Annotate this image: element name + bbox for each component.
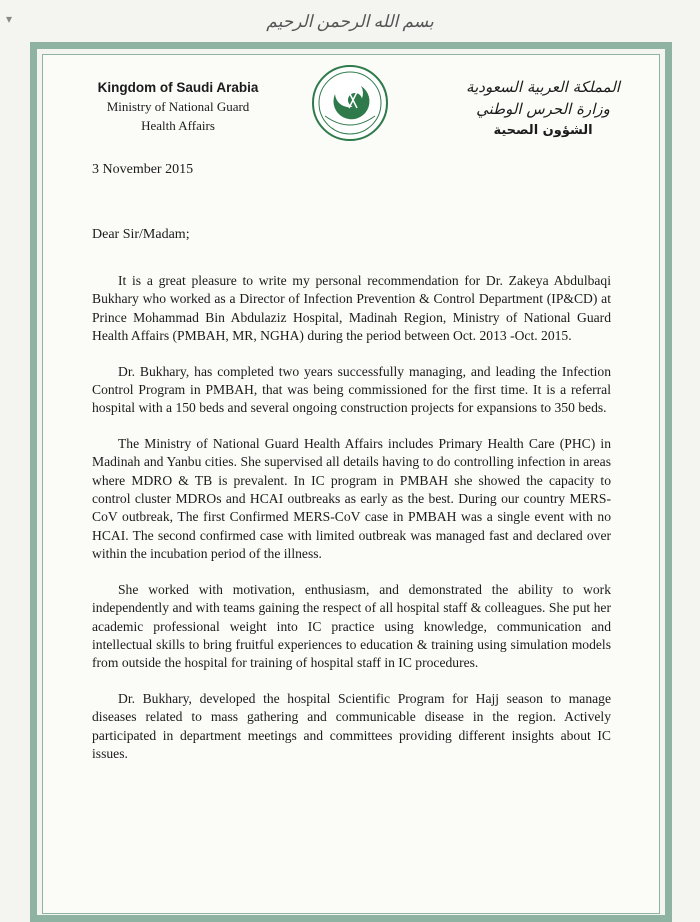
letter-body <box>92 272 611 780</box>
ministry-national-guard-seal-icon <box>311 64 389 142</box>
letterhead-line-1: Kingdom of Saudi Arabia <box>97 80 259 95</box>
letterhead-line-2: Ministry of National Guard <box>106 99 250 114</box>
letterhead-arabic-line-1: المملكة العربية السعودية <box>466 78 620 96</box>
paragraph-2: Dr. Bukhary, has completed two years successfully managing, and leading the Infection Control Program in PMBAH, that was being commissioned for the first time. It is a referral hospital with a 150 beds and several ongoing construction projects for expansions to 350 beds. <box>92 363 611 416</box>
letterhead-english <box>78 78 278 135</box>
paragraph-1: It is a great pleasure to write my personal recommendation for Dr. Zakeya Abdulbaqi Bukhary who worked as a Director of Infection Prevention & Control Department (IP&CD) at Prince Mohammad Bin Abdulaziz Hospital, Madinah Region, Ministry of National Guard Health Affairs (PMBAH, MR, NGHA) during the period between Oct. 2013 -Oct. 2015. <box>92 273 611 344</box>
paragraph-4: She worked with motivation, enthusiasm, and demonstrated the ability to work independently and with teams gaining the respect of all hospital staff & colleagues. She put her academic professional weight into IC practice using knowledge, communication and intellectual skills to bring fruitful experiences to education & training using simulation models from outside the hospital for training of hospital staff in IC procedures. <box>92 581 611 671</box>
paragraph-5: Dr. Bukhary, developed the hospital Scientific Program for Hajj season to manage diseases related to mass gathering and communicable disease in the region. Actively participated in department meetings and committees providing different insights about IC issues. <box>92 690 611 761</box>
letterhead-line-3: Health Affairs <box>141 118 215 133</box>
scan-mark-icon: ▾ <box>6 12 13 26</box>
paragraph-3: The Ministry of National Guard Health Affairs includes Primary Health Care (PHC) in Madinah and Yanbu cities. She supervised all details having to do controlling infection in areas where MDRO & TB is prevalent. In IC program in PMBAH she showed the capacity to control cluster MDROs and HCAI outbreaks as early as the best. During our country MERS-CoV outbreak, The first Confirmed MERS-CoV case in PMBAH was a single event with no HCAI. The second confirmed case with limited outbreak was managed fast and declared over within the incubation period of the illness. <box>92 435 611 562</box>
letter-date: 3 November 2015 <box>92 162 194 177</box>
letterhead-arabic-line-3: الشؤون الصحية <box>493 123 593 138</box>
salutation: Dear Sir/Madam; <box>92 227 190 242</box>
basmala-calligraphy: بسم الله الرحمن الرحيم <box>266 12 434 31</box>
letterhead-arabic-line-2: وزارة الحرس الوطني <box>476 100 610 118</box>
letterhead-arabic <box>458 76 628 142</box>
